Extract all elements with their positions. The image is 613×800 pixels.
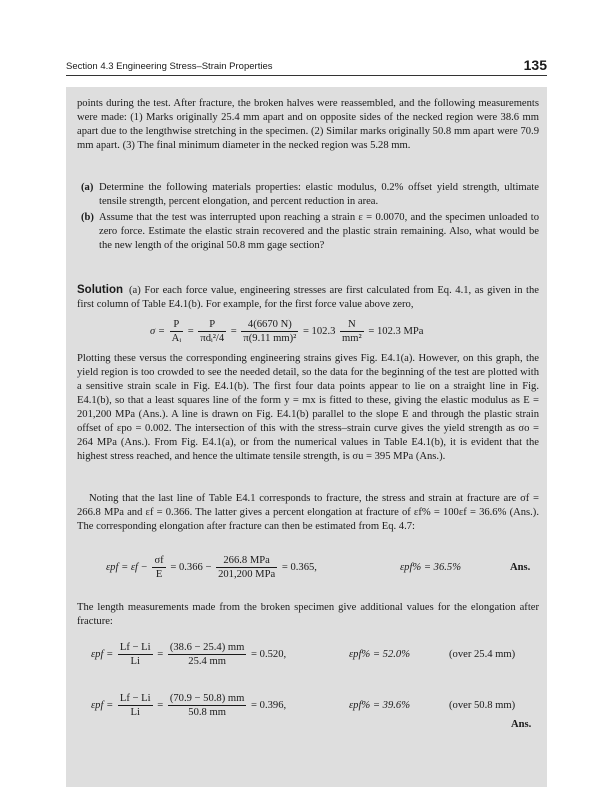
header-rule (66, 75, 547, 76)
equation-plastic-strain (106, 554, 546, 581)
eq1-result: = 102.3 MPa (368, 325, 424, 337)
eq4-f2-den: 50.8 mm (188, 707, 226, 718)
eq2-ans: Ans. (510, 562, 531, 573)
eq2-fraction-1 (152, 554, 165, 581)
eq1-fraction-1 (170, 318, 183, 345)
equation-elongation-50: εpf = $\frac{Lf - Li}{Li}$ = $\frac{(70.9 - 50.8) mm}{50.8 mm}$ = 0.396, εpf% = 39.6% (over 50.8 mm) Ans. (91, 693, 532, 730)
eq1-f2-den: πdᵢ²/4 (200, 333, 225, 344)
eq3-f1-num: Lf − Li (119, 642, 151, 653)
intro-paragraph: points during the test. After fracture, the broken halves were reassembled, and the following measurements were made: (1) Marks originally 25.4 mm apart and on opposite sides of the necked region were 38.6 mm apart due to the lengthwise stretching in the specimen. (2) Similar marks originally 50.8 mm apart were 70.9 mm apart. (3) The final minimum diameter in the necked region was 5.28 mm. (77, 98, 539, 151)
length-paragraph: The length measurements made from the broken specimen give additional values for the elongation after fracture: (77, 602, 539, 627)
eq4-lhs: εpf = (91, 699, 116, 711)
eq2-f1-num: σf (154, 555, 164, 566)
plotting-paragraph: Plotting these versus the corresponding engineering strains gives Fig. E4.1(a). However, on this graph, the yield region is too crowded to see the needed detail, so the data for the beginning of the test are plotted with a sensitive strain scale in Fig. E4.1(b). The first four data points appear to lie on a straight line in Fig. E4.1(b), so that a least squares line of the form y = mx is fitted to these, giving the elastic modulus as E = 201,200 MPa (Ans.). A line is drawn on Fig. E4.1(b) parallel to the slope E and through the plastic strain offset of εpo = 0.002. The intersection of this with the stress–strain curve gives the yield strength as σo = 264 MPa (Ans.). From Fig. E4.1(a), or from the numerical values in Table E4.1(b), it is evident that the highest stress reached, and hence the ultimate tensile strength, is σu = 395 MPa (Ans.). (77, 353, 539, 462)
eq1-f1-num: P (170, 318, 183, 332)
item-b-label: (b) (81, 212, 94, 223)
eq2-fraction-2 (216, 554, 277, 581)
plotting-block (77, 352, 539, 464)
solution-intro (77, 283, 539, 312)
equation-elongation-25: εpf = $\frac{Lf - Li}{Li}$ = $\frac{(38.6 - 25.4) mm}{25.4 mm}$ = 0.520, εpf% = 52.0% (over 25.4 mm) (91, 642, 516, 667)
item-a (77, 181, 539, 209)
eq1-lhs: σ = (150, 325, 168, 337)
item-b (77, 211, 539, 253)
section-title: Section 4.3 Engineering Stress–Strain Properties (66, 61, 273, 72)
eq4-f1-num: Lf − Li (119, 693, 151, 704)
eq3-percent: εpf% = 52.0% (349, 649, 411, 660)
eq1-f1-den: Aᵢ (171, 333, 182, 344)
eq4-fraction-2 (168, 692, 247, 719)
eq1-fraction-3 (241, 318, 298, 345)
eq4-f2-num: (70.9 − 50.8) mm (169, 693, 245, 704)
fracture-block (77, 492, 539, 534)
eq4-f1-den: Li (130, 707, 140, 718)
intro-block (77, 97, 539, 153)
eq1-f3-den: π(9.11 mm)² (243, 333, 297, 344)
eq3-f1-den: Li (130, 656, 140, 667)
eq3-lhs: εpf = (91, 648, 116, 660)
eq1-f4-den: mm² (342, 333, 362, 344)
eq1-fraction-2 (198, 318, 226, 345)
eq2-f2-num: 266.8 MPa (216, 554, 277, 568)
eq3-f2-den: 25.4 mm (188, 656, 226, 667)
eq2-result: = 0.365, (281, 561, 317, 573)
item-b-text: Assume that the test was interrupted upon reaching a strain ε = 0.0070, and the specimen unloaded to zero force. Estimate the elastic strain recovered and the plastic strain remaining. Also, what would be the new length of the original 50.8 mm gage section? (99, 212, 539, 251)
eq2-mid: = 0.366 − (170, 561, 215, 573)
eq4-result: = 0.396, (251, 699, 287, 711)
eq2-f1-den: E (155, 569, 163, 580)
solution-heading: Solution (77, 284, 123, 296)
eq3-fraction-1 (118, 641, 153, 668)
eq4-percent: εpf% = 39.6% (349, 700, 411, 711)
item-a-label: (a) (81, 182, 94, 193)
eq2-f2-den: 201,200 MPa (218, 569, 276, 580)
solution-part-a-text: (a) For each force value, engineering stresses are first calculated from Eq. 4.1, as given in the first column of Table E4.1(b). For example, for the first force value above zero, (77, 285, 539, 310)
equation-stress: σ = $\frac{P}{\text{Aᵢ}}$ = $\frac{P}{\text{πdᵢ²/4}}$ = $\frac{4(6670 N)}{\text{π(9.11 mm)²}}$ = 102.3 $\frac{N}{\text{mm²}}$ = 102.3 MPa (150, 319, 424, 344)
eq3-f2-num: (38.6 − 25.4) mm (169, 642, 245, 653)
eq1-f4-num: N (340, 318, 364, 332)
length-block (77, 601, 539, 629)
item-a-text: Determine the following materials properties: elastic modulus, 0.2% offset yield strength, ultimate tensile strength, percent elongation, and percent reduction in area. (99, 182, 539, 207)
eq2-percent: εpf% = 36.5% (400, 562, 462, 573)
eq4-note: (over 50.8 mm) (449, 700, 516, 711)
eq1-mid: = 102.3 (302, 325, 339, 337)
eq1-f3-num: 4(6670 N) (241, 318, 298, 332)
eq4-fraction-1 (118, 692, 153, 719)
eq2-lhs: εpf = εf − (106, 561, 151, 573)
fracture-paragraph: Noting that the last line of Table E4.1 corresponds to fracture, the stress and strain at fracture are σf = 266.8 MPa and εf = 0.366. The latter gives a percent elongation at fracture of εf% = 100εf = 36.6% (Ans.). The corresponding elongation after fracture can then be estimated from Eq. 4.7: (77, 493, 539, 532)
page-number: 135 (523, 57, 547, 73)
eq3-note: (over 25.4 mm) (449, 649, 516, 660)
eq3-result: = 0.520, (251, 648, 287, 660)
eq1-f2-num: P (198, 318, 226, 332)
eq3-fraction-2 (168, 641, 247, 668)
page-header (66, 57, 547, 75)
eq4-ans: Ans. (511, 719, 532, 730)
eq1-fraction-4 (340, 318, 364, 345)
